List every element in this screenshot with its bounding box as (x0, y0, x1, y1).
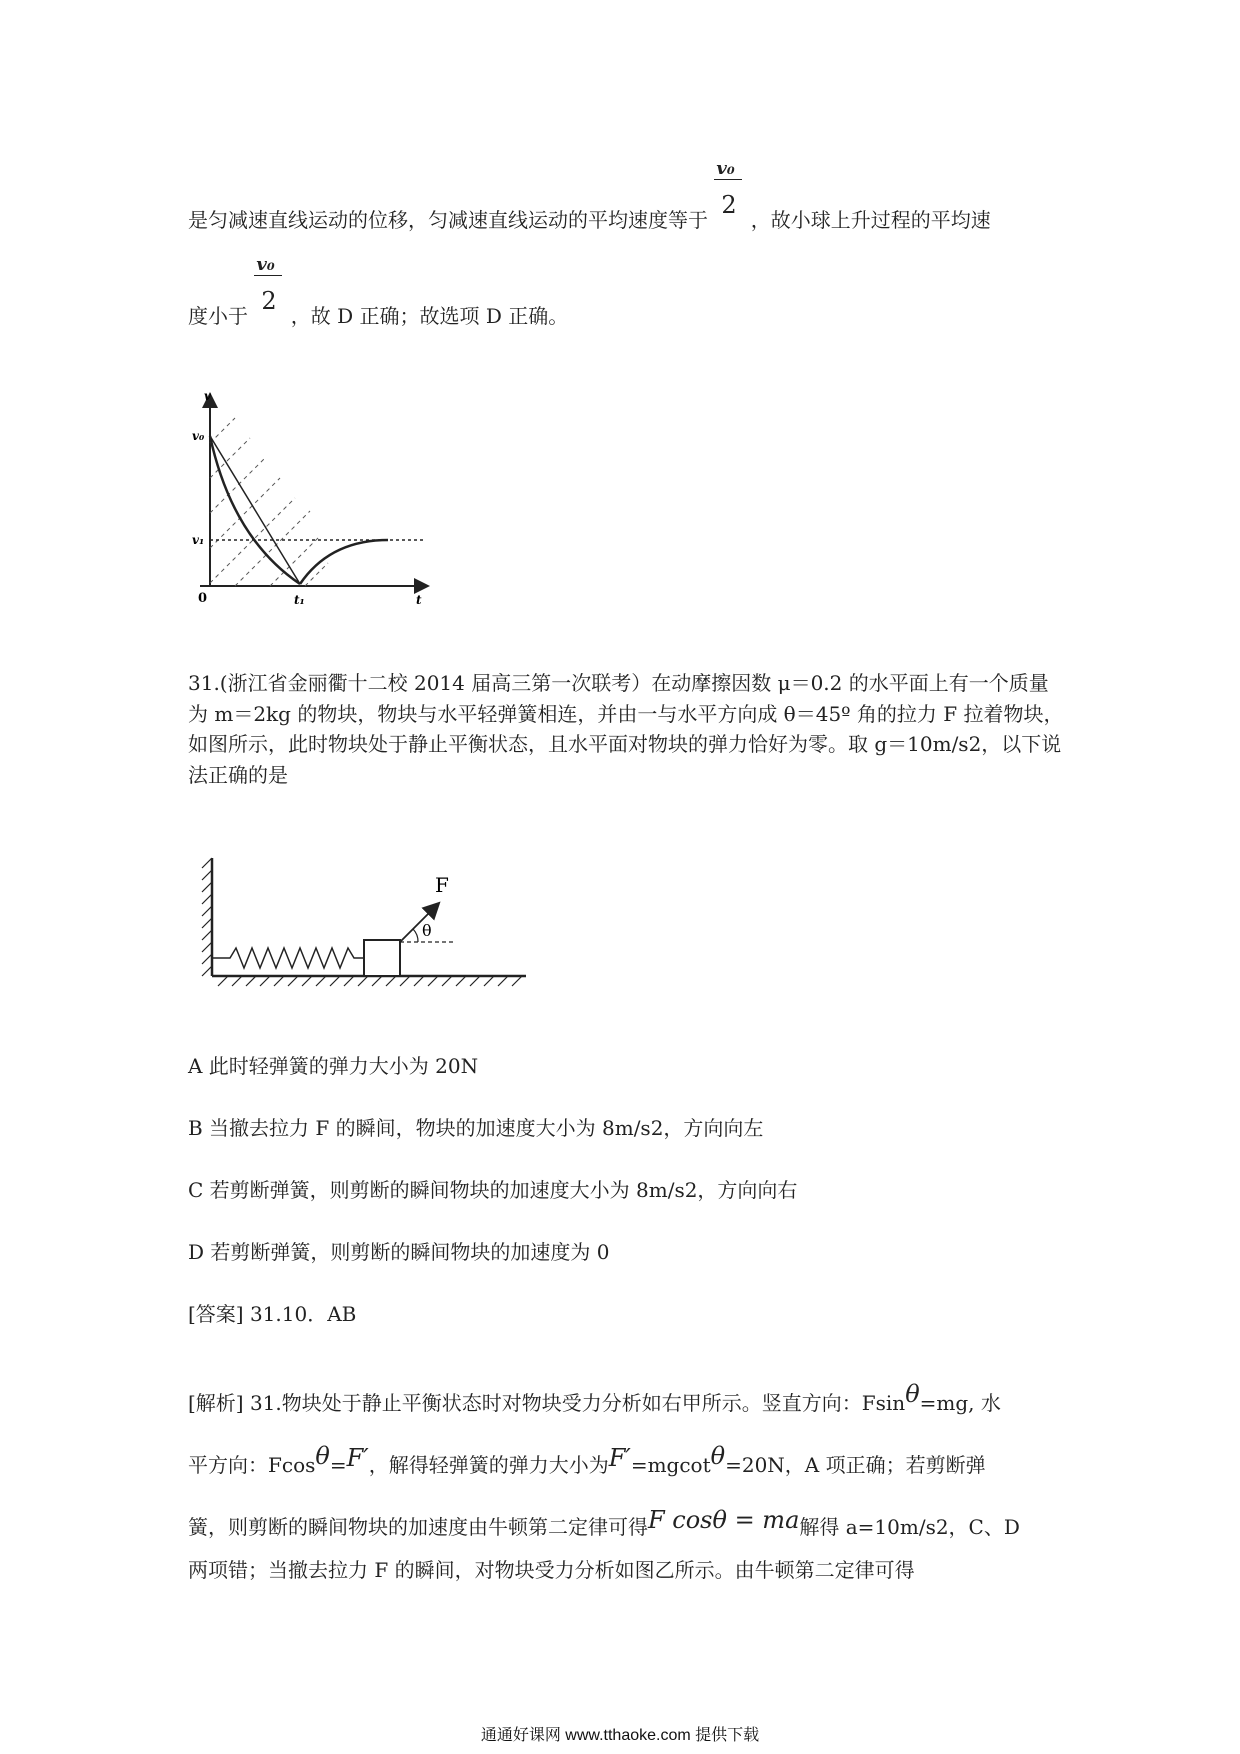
analysis-text: =20N，A 项正确；若剪断弹 (725, 1453, 986, 1477)
label-v0: v₀ (192, 429, 205, 443)
fraction-denominator: 2 (721, 191, 737, 219)
fraction-bar (714, 179, 742, 180)
wall-hatching (202, 858, 212, 976)
label-theta: θ (422, 921, 432, 940)
fraction-numerator: v₀ (716, 158, 735, 179)
fraction-bar (254, 275, 282, 276)
f-prime-symbol: F′ (608, 1444, 631, 1472)
theta-symbol: θ (905, 1380, 920, 1408)
newton-equation: F cosθ = ma (648, 1506, 800, 1534)
option-a: A 此时轻弹簧的弹力大小为 20N (188, 1054, 479, 1078)
analysis-text: =mg, 水 (919, 1391, 1001, 1415)
top-line-2 (188, 254, 569, 330)
spring (212, 948, 364, 968)
theta-symbol: θ (710, 1442, 726, 1470)
option-d: D 若剪断弹簧，则剪断的瞬间物块的加速度为 0 (188, 1240, 610, 1264)
analysis-text: 簧，则剪断的瞬间物块的加速度由牛顿第二定律可得 (188, 1515, 648, 1539)
top-line-2-text-a: 度小于 (188, 304, 248, 328)
analysis-line-3 (188, 1506, 1020, 1541)
analysis-text: 解得 a=10m/s2，C、D (799, 1515, 1020, 1539)
fraction-v0-over-2-b (254, 254, 284, 323)
fraction-numerator: v₀ (256, 254, 275, 275)
block (364, 940, 400, 976)
f-prime-symbol: F′ (346, 1444, 369, 1472)
analysis-line-1 (188, 1380, 1001, 1417)
hatch-lines (210, 418, 328, 586)
floor-hatching (218, 976, 522, 986)
analysis-text: ，解得轻弹簧的弹力大小为 (368, 1453, 609, 1477)
uniform-decel-line (210, 436, 300, 584)
analysis-text: = (329, 1453, 347, 1477)
top-line-1 (188, 158, 991, 234)
label-F: F (435, 873, 449, 897)
top-line-1-text-a: 是匀减速直线运动的位移，匀减速直线运动的平均速度等于 (188, 208, 708, 232)
theta-arc (413, 929, 418, 942)
label-v1: v₁ (192, 533, 205, 547)
option-c: C 若剪断弹簧，则剪断的瞬间物块的加速度大小为 8m/s2，方向向右 (188, 1178, 798, 1202)
label-t1: t₁ (294, 593, 305, 607)
analysis-line-2 (188, 1442, 986, 1479)
analysis-text: [解析] 31.物块处于静止平衡状态时对物块受力分析如右甲所示。竖直方向：Fsin (188, 1391, 906, 1415)
analysis-line-4: 两项错；当撤去拉力 F 的瞬间，对物块受力分析如图乙所示。由牛顿第二定律可得 (188, 1558, 915, 1582)
answer: [答案] 31.10．AB (188, 1302, 357, 1326)
force-F-arrow (400, 904, 438, 942)
fraction-denominator: 2 (261, 287, 277, 315)
analysis-text: =mgcot (630, 1453, 711, 1477)
label-origin: 0 (198, 591, 208, 606)
analysis-text: 平方向：Fcos (188, 1453, 316, 1477)
spring-block-figure (198, 848, 528, 998)
option-b: B 当撤去拉力 F 的瞬间，物块的加速度大小为 8m/s2，方向向左 (188, 1116, 764, 1140)
label-v: v (204, 389, 211, 403)
theta-symbol: θ (315, 1442, 330, 1470)
fraction-v0-over-2 (714, 158, 744, 227)
top-line-1-text-b: ，故小球上升过程的平均速 (750, 208, 991, 232)
question-31: 31.(浙江省金丽衢十二校 2014 届高三第一次联考）在动摩擦因数 μ＝0.2 的水平面上有一个质量为 m＝2kg 的物块，物块与水平轻弹簧相连，并由一与水平方向成 θ＝45º 角的拉力 F 拉着物块，如图所示，此时物块处于静止平衡状态，且水平面对物块的弹力恰好为零。取 g＝10m/s2，以下说法正确的是 (188, 671, 1064, 787)
footer: 通通好课网 www.tthaoke.com 提供下载 (480, 1727, 760, 1744)
label-t: t (416, 593, 422, 607)
vt-graph (190, 388, 440, 618)
top-line-2-text-b: ，故 D 正确；故选项 D 正确。 (290, 304, 569, 328)
